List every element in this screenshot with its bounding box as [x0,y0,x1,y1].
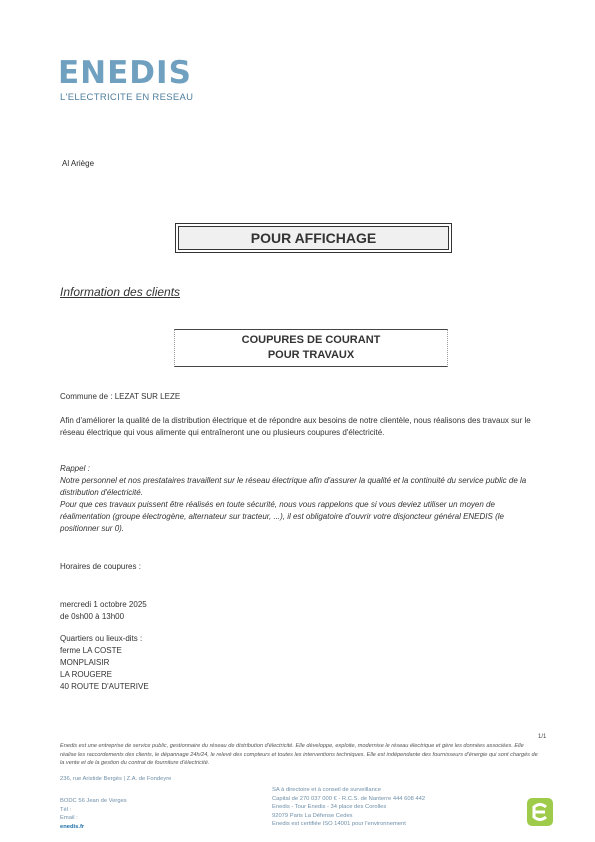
lieux-section [60,633,149,693]
legal-line: 92079 Paris La Défense Cedex [272,812,353,819]
banner-text: POUR AFFICHAGE [178,226,449,250]
footer-email: Email : [60,815,78,822]
footer-legal [272,786,425,829]
footer-tel: Tél : [60,806,72,813]
lieu-item: MONPLAISIR [60,658,110,667]
enedis-logo: ENEDIS [58,55,192,91]
logo-tagline: L'ELECTRICITE EN RESEAU [60,92,194,103]
info-title: Information des clients [60,285,181,299]
footer-site: BODC 56 Jean de Verges [60,798,127,804]
commune: Commune de : LEZAT SUR LEZE [60,392,181,401]
page-number: 1/1 [538,734,547,740]
schedule-date: mercredi 1 octobre 2025 [60,600,147,609]
schedule [60,599,147,623]
rappel-paragraph-2: Pour que ces travaux puissent être réalisés en toute sécurité, nous vous rappelons que si vous deviez utiliser un moyen de réalimentation (groupe électrogène, alternateur sur tracteur, ...), il est obligatoire d'ouvrir votre disjoncteur général ENEDIS (le positionner sur 0). [60,500,504,533]
pour-affichage-banner [175,223,452,253]
legal-line: Enedis - Tour Enedis - 34 place des Corolles [272,804,387,811]
lieu-item: 40 ROUTE D'AUTERIVE [60,682,149,691]
enedis-e-icon [526,797,554,832]
rappel-paragraph-1: Notre personnel et nos prestataires travaillent sur le réseau électrique afin d'assurer la qualité et la continuité du service public de la distribution d'électricité. [60,476,527,497]
legal-line: SA à directoire et à conseil de surveillance [272,787,381,793]
rappel-heading: Rappel : [60,464,90,473]
footer-left [60,797,127,831]
legal-line: Enedis est certifiée ISO 14001 pour l'environnement [272,821,406,828]
notice-line-1: COUPURES DE COURANT [241,334,381,346]
footnote: Enedis est une entreprise de service public, gestionnaire du réseau de distribution d'électricité. Elle développe, exploite, modernise le réseau électrique et gère les données associées. Elle réalise les raccordements des clients, le dépannage 24h/24, le relevé des compteurs et toutes les interventions techniques. Elle est indépendante des fournisseurs d'énergie qui sont chargés de la vente et de la gestion du contrat de fourniture d'électricité. [60,743,538,766]
website-link[interactable]: enedis.fr [60,823,85,830]
recipient: Al Ariège [62,159,95,168]
lieu-item: ferme LA COSTE [60,646,122,655]
notice-box [174,329,448,367]
lieu-item: LA ROUGERE [60,670,113,679]
schedule-time: de 0sh00 à 13h00 [60,612,125,621]
intro-paragraph: Afin d'améliorer la qualité de la distribution électrique et de répondre aux besoins de notre clientèle, nous réalisons des travaux sur le réseau électrique qui vous alimente qui entraîneront une ou plusieurs coupures d'électricité. [60,416,531,437]
legal-line: Capital de 270 037 000 € - R.C.S. de Nanterre 444 608 442 [272,795,426,802]
horaires-label: Horaires de coupures : [60,562,141,571]
lieux-label: Quartiers ou lieux-dits : [60,634,143,643]
rappel-section [60,463,532,535]
notice-line-2: POUR TRAVAUX [267,349,355,361]
address: 236, rue Aristide Bergès | Z.A. de Fondeyre [60,776,172,782]
